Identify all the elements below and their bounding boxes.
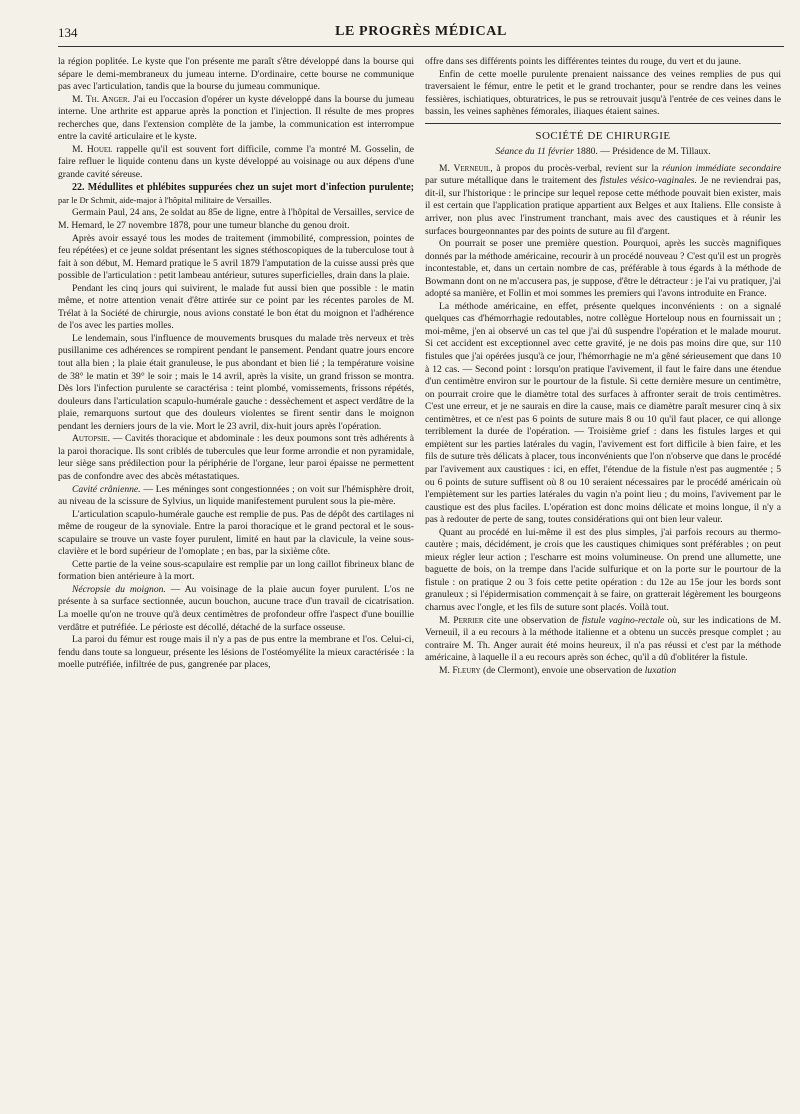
paragraph: Cette partie de la veine sous-scapulaire est remplie par un long caillot fibrineux blanc de formation bien antérieure à la mort. — [58, 558, 414, 583]
section-lead: Autopsie. — [72, 433, 110, 445]
paragraph: Pendant les cinq jours qui suivirent, le malade fut aussi bien que possible : le matin même, et notre attention venait d'être attirée sur ce point par les récentes paroles de M. Trélat à la Société de chirurgie, nous avions constaté le bon état du moignon et l'adhérence de l'os avec les parties molles. — [58, 282, 414, 332]
italic-term: réunion immédiate secondaire — [662, 162, 782, 174]
paragraph-text: Je ne reviendrai pas, dit-il, sur l'historique : le principe sur lequel repose cette méthode pouvait bien exister, mais il est certain que l'application pratique appartient aux Belges et aux Italiens. Elle consiste à arriver, non plus avec l'instrument tranchant, mais avec des caustiques et à réunir les surfaces bourgeonnantes par des points de suture au fil d'argent. — [425, 175, 781, 237]
left-column — [58, 56, 414, 672]
paragraph: Enfin de cette moelle purulente prenaient naissance des veines remplies de pus qui traversaient le fémur, entre le petit et le grand trochanter, pour se rendre dans les veines fessières, ischiatiques, obturatrices, le pus se retrouvait jusqu'à l'entrée de ces veines dans le bassin, les veines saphènes fémorales, iliaques étaient saines. — [425, 68, 781, 118]
paragraph — [58, 144, 414, 182]
paragraph-text: (de Clermont), envoie une observation de — [480, 664, 645, 676]
observation-author: par le Dr Schmit, aide-major à l'hôpital militaire de Versailles. — [58, 195, 272, 206]
paragraph-text: à propos du procès-verbal, revient sur la — [492, 162, 663, 174]
paragraph — [58, 484, 414, 509]
paragraph — [58, 433, 414, 483]
paragraph-text: J'ai eu l'occasion d'opérer un kyste développé dans la bourse du jumeau interne. Une arthrite est apparue après la ponction et l'injection. Il résulte de mes propres recherches que, dans l'extension complète de la jambe, la communication est interrompue entre la cavité articulaire et le kyste. — [58, 93, 414, 143]
section-title: SOCIÉTÉ DE CHIRURGIE — [535, 129, 671, 142]
page-header — [58, 22, 784, 47]
italic-term: luxation — [644, 664, 677, 676]
italic-term: fistules vésico-vaginales. — [600, 175, 697, 187]
speaker-name: M. Th. Anger. — [72, 93, 130, 105]
paragraph: offre dans ses différents points les différentes teintes du rouge, du vert et du jaune. — [425, 56, 741, 67]
section-lead: Cavité crânienne. — [72, 483, 141, 495]
paragraph — [58, 584, 414, 634]
session-presidency: 1880. — Présidence de M. Tillaux. — [573, 146, 711, 158]
italic-term: fistule vagino-rectale — [581, 614, 665, 626]
paragraph: Quant au procédé en lui-même il est des plus simples, j'ai parfois recours au thermo-cautère ; mais, décidément, je crois que les caustiques chimiques sont préférables ; on peut mieux régler leur action ; l'escharre est moins volumineuse. On prend une allumette, une baguette de bois, on la trempe dans l'acide sulfurique et on la porte sur le pourtour de la fistule : on pratique 2 ou 3 fois cette petite opération : du 12e au 15e jour les bords sont granuleux ; si l'épidermisation commençait à se faire, on gratterait légèrement les bourgeons charnus avec l'ongle, et les fils de suture sont placés. Voilà tout. — [425, 526, 781, 613]
paragraph-text: par suture métallique dans le traitement des — [425, 175, 601, 187]
paragraph — [425, 163, 781, 238]
paragraph-text: rappelle qu'il est souvent fort difficile, comme l'a montré M. Gosselin, de faire refluer le liquide contenu dans un kyste développé au voisinage ou aux dépens d'une grande cavité séreuse. — [58, 143, 415, 180]
paragraph: Germain Paul, 24 ans, 2e soldat au 85e de ligne, entre à l'hôpital de Versailles, service de M. Hemard, le 27 novembre 1878, pour une tumeur blanche du genou droit. — [58, 207, 414, 232]
speaker-name: M. Perrier — [439, 614, 484, 626]
section-divider — [425, 123, 781, 124]
paragraph-text: — Les méninges sont congestionnées ; on voit sur l'hémisphère droit, au niveau de la scissure de Sylvius, un liquide manifestement purulent sous la pie-mère. — [58, 483, 415, 508]
paragraph: la région poplitée. Le kyste que l'on présente me paraît s'être développé dans la bourse qui sépare le demi-membraneux du jumeau interne. D'ordinaire, cette bourse ne communique pas avec l'articulation, tandis que la bourse du jumeau communique. — [58, 56, 414, 93]
paragraph: Après avoir essayé tous les modes de traitement (immobilité, compression, pointes de feu répétées) et ce jeune soldat présentant les signes stéthoscopiques de la tuberculose tout à fait à son début, M. Hemard pratique le 5 avril 1879 l'amputation de la cuisse aussi près que possible de l'articulation : petit lambeau antérieur, sutures superficielles, drain dans la plaie. — [58, 232, 414, 282]
paragraph: L'articulation scapulo-humérale gauche est remplie de pus. Pas de dépôt des cartilages ni même de rougeur de la synoviale. Entre la paroi thoracique et le grand pectoral et le sous-scapulaire se trouve un vaste foyer purulent, limité en haut par la clavicule, la veine sous-clavière et le bord supérieur de l'omoplate ; en bas, par la sixième côte. — [58, 508, 414, 558]
session-line — [425, 146, 781, 159]
paragraph-text: — Cavités thoracique et abdominale : les deux poumons sont très adhérents à la paroi thoracique. Ils sont criblés de tubercules que leur forme arrondie et non pyramidale, leur siège sans prédilection pour la périphérie de l'organe, leur paroi épaisse ne permettent pas de confondre avec des abcès métastatiques. — [58, 433, 414, 482]
observation-number: 22. — [72, 182, 85, 194]
observation-heading — [58, 181, 414, 207]
paragraph: Le lendemain, sous l'influence de mouvements brusques du malade très nerveux et très pusillanime ces adhérences se rompirent pendant le pansement. Pendant quatre jours encore tout alla bien ; la plaie était granuleuse, le pus abondant et bien lié ; la température voisine de 38° le matin et 39° le soir ; mais le 14 avril, après la visite, un grand frisson se montra. Dès lors l'infection purulente se caractérisa : teint plombé, vomissements, frissons répétés, douleurs dans l'articulation scapulo-humérale gauche : dessèchement et aspect verdâtre de la plaie, remarquons surtout que des douleurs violentes se firent sentir dans le moignon pendant les derniers jours de la vie. Mort le 23 avril, dix-huit jours après l'opération. — [58, 332, 414, 432]
paragraph — [58, 94, 414, 144]
speaker-name: M. Houel — [72, 143, 113, 155]
paragraph — [425, 665, 781, 678]
page-number: 134 — [58, 25, 78, 40]
paragraph-text: où, sur les indications de M. Verneuil, il a eu recours à la méthode italienne et a obtenu un succès presque complet ; au contraire M. Th. Anger aurait été moins heureux, il n'a pas réussi et c'est par la méthode américaine, à laquelle il a eu recours après son échec, qu'il a dû d'oblitérer la fistule. — [425, 614, 781, 664]
paragraph: La méthode américaine, en effet, présente quelques inconvénients : on a signalé quelques cas d'hémorrhagie redoutables, notre collègue Horteloup nous en fournissait un ; moi-même, j'en ai observé un cas tel que j'ai dû suspendre l'opération et le malade mourut. Si cet accident est exceptionnel avec cette gravité, je ne dois pas moins dire que, sur 110 fistules que j'ai opérées jusqu'à ce jour, l'hémorrhagie ne m'a gêné sérieusement que dans 10 à 12 cas. — Second point : lorsqu'on pratique l'avivement, il faut le faire dans une étendue d'un centimètre environ sur le pourtour de la fistule. Si cette dernière mesure un centimètre, on pourrait croire que le diamètre total des surfaces à affronter serait de trois centimètres. C'est une erreur, et je ne saurais en dire la cause, mais ce diamètre paraît mesurer cinq à six centimètres, et ce n'est pas 6 points de suture mais 8 ou 10 qu'il faut placer, ce qui allonge terriblement la durée de l'opération. — Troisième grief : dans les fistules larges et qui empiètent sur les parties latérales du vagin, l'avivement est fort difficile à bien faire, et les fils de suture très délicats à placer, tous inconvénients que l'on n'observe que dans le procédé par l'avivement aux caustiques : ici, en effet, l'étendue de la fistule n'est pas augmentée ; 5 ou 6 points de suture suffisent où 8 ou 10 seraient nécessaires par le procédé américain où l'empiètement sur les parties latérales du vagin n'a point lieu ; du moins, l'avivement par le caustique est des plus faciles. L'opération est donc moins délicate et moins longue, il n'y a pas à redouter de perte de sang, toutes considérations qui ont bien leur valeur. — [425, 300, 781, 526]
paragraph: On pourrait se poser une première question. Pourquoi, après les succès magnifiques donnés par la méthode américaine, recourir à un procédé nouveau ? C'est qu'il est un progrès incontestable, et, dans un certain nombre de cas, préférable à tous égards à la méthode de Bowmann dont on ne m'accusera pas, je suppose, d'être le détracteur : je l'ai vu pratiquer, j'ai adopté sa manière, et Follin et moi sommes les premiers qui l'avons introduite en France. — [425, 238, 781, 300]
right-column — [425, 56, 781, 677]
session-date: Séance du 11 février — [495, 146, 574, 158]
paragraph-text: cite une observation de — [483, 614, 582, 626]
paragraph-text: — Au voisinage de la plaie aucun foyer purulent. L'os ne présente à sa surface sectionnée, aucun bouchon, aucune trace d'un travail de cicatrisation. La moelle qu'on ne trouve qu'à deux centimètres de profondeur offre l'aspect d'une bouillie verdâtre et putréfiée. Le périoste est décollé, détaché de la surface osseuse. — [58, 583, 414, 633]
speaker-name: M. Fleury — [439, 664, 481, 676]
journal-title: LE PROGRÈS MÉDICAL — [335, 24, 507, 39]
paragraph: La paroi du fémur est rouge mais il n'y a pas de pus entre la membrane et l'os. Celui-ci, fendu dans toute sa longueur, présente les lésions de l'ostéomyélite la mieux caractérisée : la moelle putréfiée, infiltrée de pus, gangrenée par places, — [58, 634, 414, 671]
speaker-name: M. Verneuil, — [439, 162, 493, 174]
section-lead: Nécropsie du moignon. — [72, 583, 166, 595]
paragraph — [425, 615, 781, 665]
observation-title: Médullites et phlébites suppurées chez un sujet mort d'infection purulente; — [84, 182, 414, 194]
